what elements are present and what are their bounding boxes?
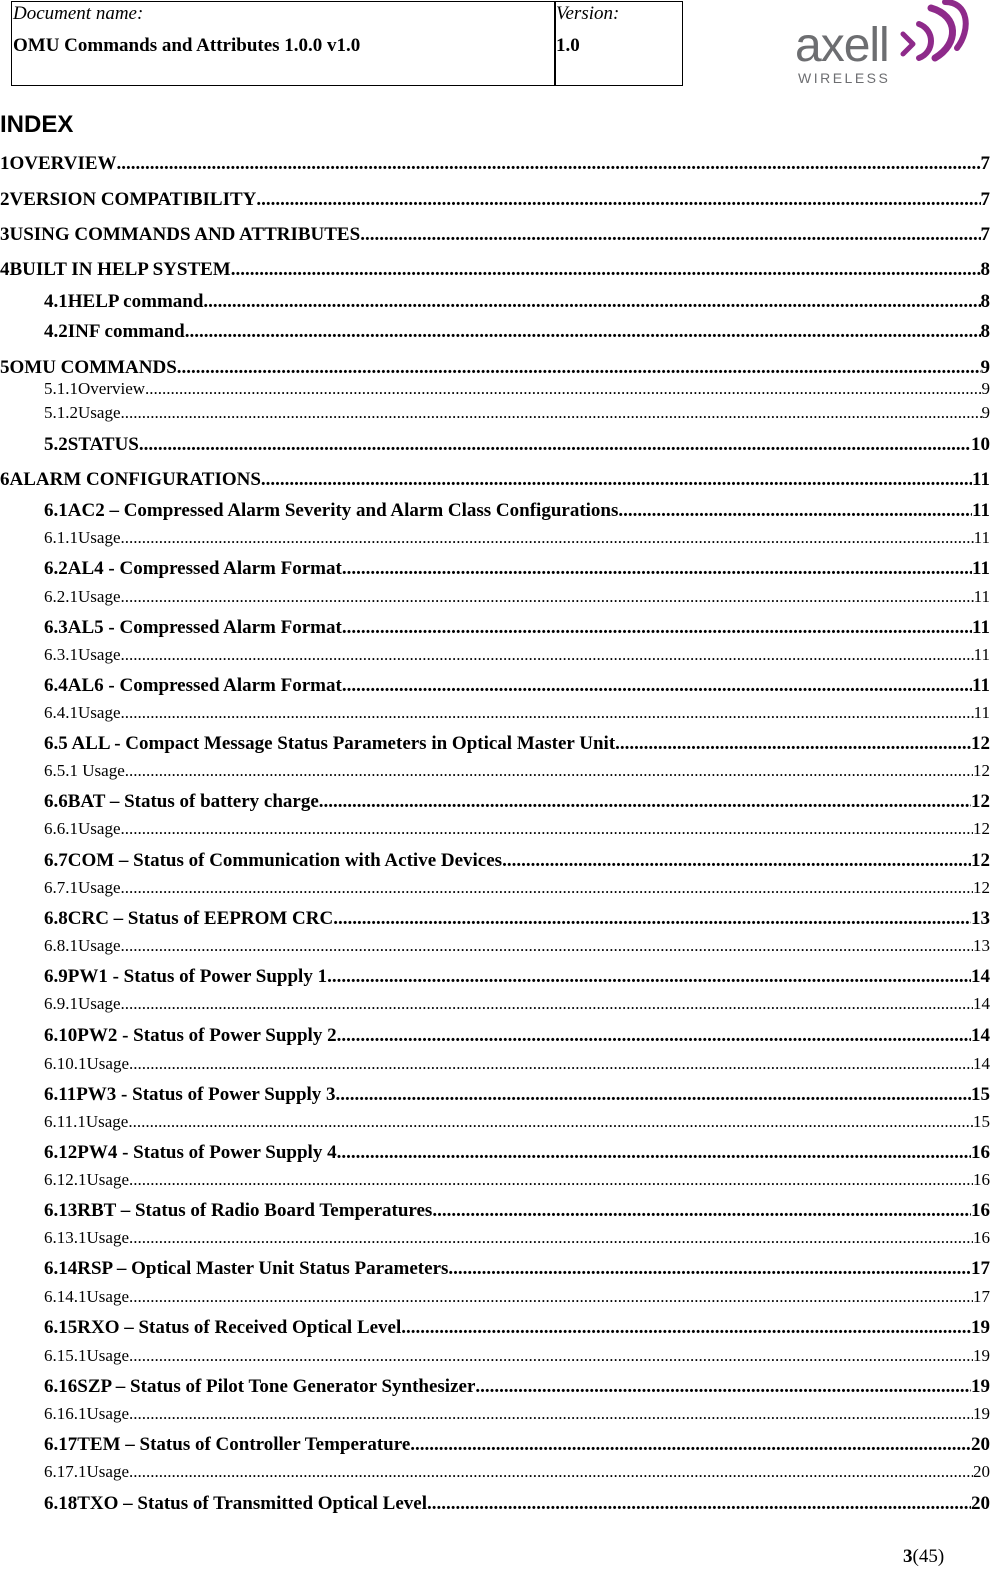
toc-entry[interactable] xyxy=(44,1258,990,1280)
toc-entry[interactable] xyxy=(44,434,990,456)
toc-leader-dots xyxy=(129,1462,973,1482)
toc-entry[interactable] xyxy=(44,850,990,872)
toc-leader-dots xyxy=(231,259,981,281)
toc-page-number: 12 xyxy=(971,733,990,754)
toc-entry[interactable] xyxy=(44,1462,990,1482)
toc-page-number: 11 xyxy=(972,469,990,490)
toc-page-number: 13 xyxy=(973,936,990,955)
toc-entry-title: 6.17.1Usage xyxy=(44,1462,129,1481)
toc-page-number: 12 xyxy=(973,878,990,897)
toc-entry[interactable] xyxy=(44,1054,990,1074)
toc-entry-title: 6.2AL4 - Compressed Alarm Format xyxy=(44,558,342,579)
toc-leader-dots xyxy=(327,966,971,988)
toc-leader-dots xyxy=(618,500,972,522)
toc-page-number: 16 xyxy=(973,1228,990,1247)
toc-leader-dots xyxy=(427,1493,971,1515)
toc-leader-dots xyxy=(502,850,971,872)
toc-page-number: 7 xyxy=(980,153,990,174)
toc-entry-title: 6.5.1 Usage xyxy=(44,761,125,780)
toc-entry-title: 6.9PW1 - Status of Power Supply 1 xyxy=(44,966,328,987)
toc-page-number: 16 xyxy=(971,1142,990,1163)
toc-entry[interactable] xyxy=(44,936,990,956)
toc-page-number: 19 xyxy=(973,1404,990,1423)
toc-entry[interactable] xyxy=(44,1404,990,1424)
toc-leader-dots xyxy=(139,434,971,456)
toc-entry[interactable] xyxy=(44,733,990,755)
toc-entry-title: 4.2INF command xyxy=(44,321,185,342)
document-name: OMU Commands and Attributes 1.0.0 v1.0 xyxy=(13,35,361,56)
toc-leader-dots xyxy=(145,379,981,399)
toc-entry-title: 6.3AL5 - Compressed Alarm Format xyxy=(44,617,342,638)
toc-entry-title: 6.4.1Usage xyxy=(44,703,121,722)
toc-page-number: 14 xyxy=(973,1054,990,1073)
toc-leader-dots xyxy=(117,153,981,175)
current-page: 3 xyxy=(903,1546,913,1567)
toc-leader-dots xyxy=(125,761,973,781)
toc-entry[interactable] xyxy=(44,558,990,580)
toc-entry[interactable] xyxy=(44,291,990,313)
toc-entry-title: 6.2.1Usage xyxy=(44,587,121,606)
toc-entry-title: 6.1AC2 – Compressed Alarm Severity and Alarm Class Configurations xyxy=(44,500,619,521)
toc-page-number: 14 xyxy=(971,1025,990,1046)
logo-wordmark: axell xyxy=(795,19,889,72)
toc-page-number: 19 xyxy=(973,1346,990,1365)
toc-page-number: 9 xyxy=(981,379,990,398)
toc-entry[interactable] xyxy=(44,994,990,1014)
toc-leader-dots xyxy=(129,1170,973,1190)
toc-entry-title: 6.17TEM – Status of Controller Temperature xyxy=(44,1434,411,1455)
toc-entry-title: 3USING COMMANDS AND ATTRIBUTES xyxy=(0,224,361,245)
toc-leader-dots xyxy=(360,224,980,246)
toc-entry-title: 6.12.1Usage xyxy=(44,1170,129,1189)
toc-page-number: 11 xyxy=(973,703,990,722)
toc-page-number: 12 xyxy=(971,850,990,871)
toc-page-number: 8 xyxy=(980,291,990,312)
toc-entry[interactable] xyxy=(0,259,990,281)
toc-page-number: 13 xyxy=(971,908,990,929)
toc-entry[interactable] xyxy=(44,1200,990,1222)
toc-leader-dots xyxy=(261,469,972,491)
toc-entry-title: 4BUILT IN HELP SYSTEM xyxy=(0,259,231,280)
toc-page-number: 15 xyxy=(973,1112,990,1131)
toc-leader-dots xyxy=(177,357,981,379)
logo-subtitle: WIRELESS xyxy=(798,70,891,86)
toc-entry[interactable] xyxy=(44,1346,990,1366)
toc-entry-title: 6.7COM – Status of Communication with Active Devices xyxy=(44,850,503,871)
toc-page-number: 20 xyxy=(973,1462,990,1481)
toc-page-number: 17 xyxy=(973,1287,990,1306)
toc-entry-title: 6.5 ALL - Compact Message Status Parameters in Optical Master Unit xyxy=(44,733,616,754)
toc-entry-title: 2VERSION COMPATIBILITY xyxy=(0,189,257,210)
toc-leader-dots xyxy=(120,994,973,1014)
toc-entry[interactable] xyxy=(44,403,990,423)
toc-entry[interactable] xyxy=(44,321,990,343)
toc-leader-dots xyxy=(120,645,973,665)
toc-entry-title: 5.2STATUS xyxy=(44,434,139,455)
toc-entry[interactable] xyxy=(0,357,990,379)
toc-entry-title: 6.16.1Usage xyxy=(44,1404,129,1423)
toc-leader-dots xyxy=(129,1287,973,1307)
toc-entry-title: 6.6.1Usage xyxy=(44,819,121,838)
toc-leader-dots xyxy=(337,1142,971,1164)
index-title: INDEX xyxy=(0,111,74,138)
toc-entry-title: 4.1HELP command xyxy=(44,291,204,312)
toc-entry[interactable] xyxy=(44,587,990,607)
toc-entry-title: 6.14.1Usage xyxy=(44,1287,129,1306)
toc-page-number: 12 xyxy=(973,761,990,780)
toc-page-number: 9 xyxy=(980,357,990,378)
toc-entry-title: 6.7.1Usage xyxy=(44,878,121,897)
toc-entry-title: 1OVERVIEW xyxy=(0,153,117,174)
toc-entry[interactable] xyxy=(44,878,990,898)
toc-page-number: 16 xyxy=(971,1200,990,1221)
toc-entry-title: 6.3.1Usage xyxy=(44,645,121,664)
toc-entry-title: 6.13RBT – Status of Radio Board Temperatures xyxy=(44,1200,433,1221)
version-label: Version: xyxy=(556,3,620,24)
toc-leader-dots xyxy=(120,878,973,898)
toc-leader-dots xyxy=(128,1112,973,1132)
document-name-label: Document name: xyxy=(13,3,144,24)
toc-leader-dots xyxy=(120,936,973,956)
toc-entry[interactable] xyxy=(44,1142,990,1164)
toc-leader-dots xyxy=(120,403,981,423)
toc-entry-title: 6.13.1Usage xyxy=(44,1228,129,1247)
toc-leader-dots xyxy=(120,819,973,839)
toc-entry[interactable] xyxy=(44,1112,990,1132)
toc-entry-title: 5.1.2Usage xyxy=(44,403,121,422)
toc-entry-title: 6.14RSP – Optical Master Unit Status Parameters xyxy=(44,1258,449,1279)
toc-leader-dots xyxy=(475,1376,971,1398)
toc-page-number: 11 xyxy=(973,645,990,664)
toc-page-number: 20 xyxy=(971,1434,990,1455)
page-number xyxy=(903,1546,944,1568)
toc-leader-dots xyxy=(333,908,971,930)
toc-page-number: 11 xyxy=(972,558,990,579)
toc-page-number: 11 xyxy=(972,617,990,638)
toc-page-number: 20 xyxy=(971,1493,990,1514)
toc-entry-title: 6.1.1Usage xyxy=(44,528,121,547)
toc-leader-dots xyxy=(337,1025,971,1047)
toc-leader-dots xyxy=(615,733,971,755)
toc-entry[interactable] xyxy=(44,528,990,548)
toc-entry-title: 6.8.1Usage xyxy=(44,936,121,955)
toc-leader-dots xyxy=(120,703,973,723)
toc-leader-dots xyxy=(342,675,972,697)
toc-entry-title: 6.15RXO – Status of Received Optical Level xyxy=(44,1317,402,1338)
logo-chevron-icon xyxy=(895,0,971,70)
toc-page-number: 8 xyxy=(980,259,990,280)
toc-page-number: 8 xyxy=(980,321,990,342)
toc-page-number: 11 xyxy=(973,528,990,547)
toc-entry[interactable] xyxy=(44,1084,990,1106)
toc-entry-title: 6ALARM CONFIGURATIONS xyxy=(0,469,261,490)
toc-entry-title: 6.10.1Usage xyxy=(44,1054,129,1073)
toc-leader-dots xyxy=(410,1434,971,1456)
toc-entry[interactable] xyxy=(44,819,990,839)
toc-entry[interactable] xyxy=(44,703,990,723)
toc-entry-title: 6.6BAT – Status of battery charge xyxy=(44,791,319,812)
toc-leader-dots xyxy=(401,1317,971,1339)
toc-entry-title: 6.12PW4 - Status of Power Supply 4 xyxy=(44,1142,337,1163)
toc-page-number: 12 xyxy=(973,819,990,838)
toc-entry[interactable] xyxy=(44,1434,990,1456)
toc-entry-title: 6.11.1Usage xyxy=(44,1112,129,1131)
toc-entry[interactable] xyxy=(0,189,990,211)
toc-entry[interactable] xyxy=(44,761,990,781)
toc-page-number: 14 xyxy=(971,966,990,987)
toc-leader-dots xyxy=(129,1404,973,1424)
toc-entry-title: 5.1.1Overview xyxy=(44,379,146,398)
toc-entry-title: 6.9.1Usage xyxy=(44,994,121,1013)
toc-entry[interactable] xyxy=(44,1025,990,1047)
toc-entry[interactable] xyxy=(44,1376,990,1398)
toc-page-number: 10 xyxy=(971,434,990,455)
toc-entry-title: 6.11PW3 - Status of Power Supply 3 xyxy=(44,1084,336,1105)
toc-page-number: 11 xyxy=(972,675,990,696)
toc-leader-dots xyxy=(342,617,972,639)
toc-entry[interactable] xyxy=(44,791,990,813)
toc-page-number: 19 xyxy=(971,1376,990,1397)
toc-entry[interactable] xyxy=(44,500,990,522)
toc-page-number: 15 xyxy=(971,1084,990,1105)
toc-entry-title: 6.15.1Usage xyxy=(44,1346,129,1365)
toc-entry[interactable] xyxy=(44,1493,990,1515)
toc-entry[interactable] xyxy=(44,675,990,697)
toc-page-number: 12 xyxy=(971,791,990,812)
toc-entry-title: 5OMU COMMANDS xyxy=(0,357,177,378)
toc-leader-dots xyxy=(129,1346,973,1366)
toc-leader-dots xyxy=(319,791,971,813)
toc-entry[interactable] xyxy=(44,1170,990,1190)
toc-entry[interactable] xyxy=(44,908,990,930)
toc-page-number: 11 xyxy=(972,500,990,521)
toc-page-number: 16 xyxy=(973,1170,990,1189)
toc-leader-dots xyxy=(129,1228,973,1248)
toc-entry-title: 6.8CRC – Status of EEPROM CRC xyxy=(44,908,334,929)
toc-entry[interactable] xyxy=(0,469,990,491)
toc-entry[interactable] xyxy=(44,379,990,399)
toc-page-number: 14 xyxy=(973,994,990,1013)
toc-leader-dots xyxy=(129,1054,973,1074)
toc-page-number: 7 xyxy=(980,189,990,210)
toc-entry[interactable] xyxy=(0,153,990,175)
toc-page-number: 7 xyxy=(980,224,990,245)
toc-entry[interactable] xyxy=(44,645,990,665)
company-logo xyxy=(795,0,975,92)
toc-entry-title: 6.18TXO – Status of Transmitted Optical Level xyxy=(44,1493,427,1514)
total-pages: (45) xyxy=(912,1546,945,1567)
toc-entry-title: 6.16SZP – Status of Pilot Tone Generator Synthesizer xyxy=(44,1376,476,1397)
toc-leader-dots xyxy=(432,1200,971,1222)
toc-leader-dots xyxy=(336,1084,971,1106)
toc-leader-dots xyxy=(120,528,973,548)
toc-page-number: 11 xyxy=(973,587,990,606)
toc-page-number: 19 xyxy=(971,1317,990,1338)
toc-leader-dots xyxy=(342,558,972,580)
toc-entry-title: 6.4AL6 - Compressed Alarm Format xyxy=(44,675,342,696)
toc-leader-dots xyxy=(185,321,981,343)
toc-leader-dots xyxy=(256,189,980,211)
toc-leader-dots xyxy=(120,587,973,607)
toc-entry-title: 6.10PW2 - Status of Power Supply 2 xyxy=(44,1025,337,1046)
toc-entry[interactable] xyxy=(44,1228,990,1248)
version-value: 1.0 xyxy=(556,35,580,56)
toc-entry[interactable] xyxy=(44,1317,990,1339)
toc-page-number: 17 xyxy=(971,1258,990,1279)
toc-leader-dots xyxy=(448,1258,971,1280)
toc-page-number: 9 xyxy=(981,403,990,422)
toc-entry[interactable] xyxy=(44,966,990,988)
toc-leader-dots xyxy=(203,291,980,313)
toc-entry[interactable] xyxy=(0,224,990,246)
toc-entry[interactable] xyxy=(44,617,990,639)
toc-entry[interactable] xyxy=(44,1287,990,1307)
